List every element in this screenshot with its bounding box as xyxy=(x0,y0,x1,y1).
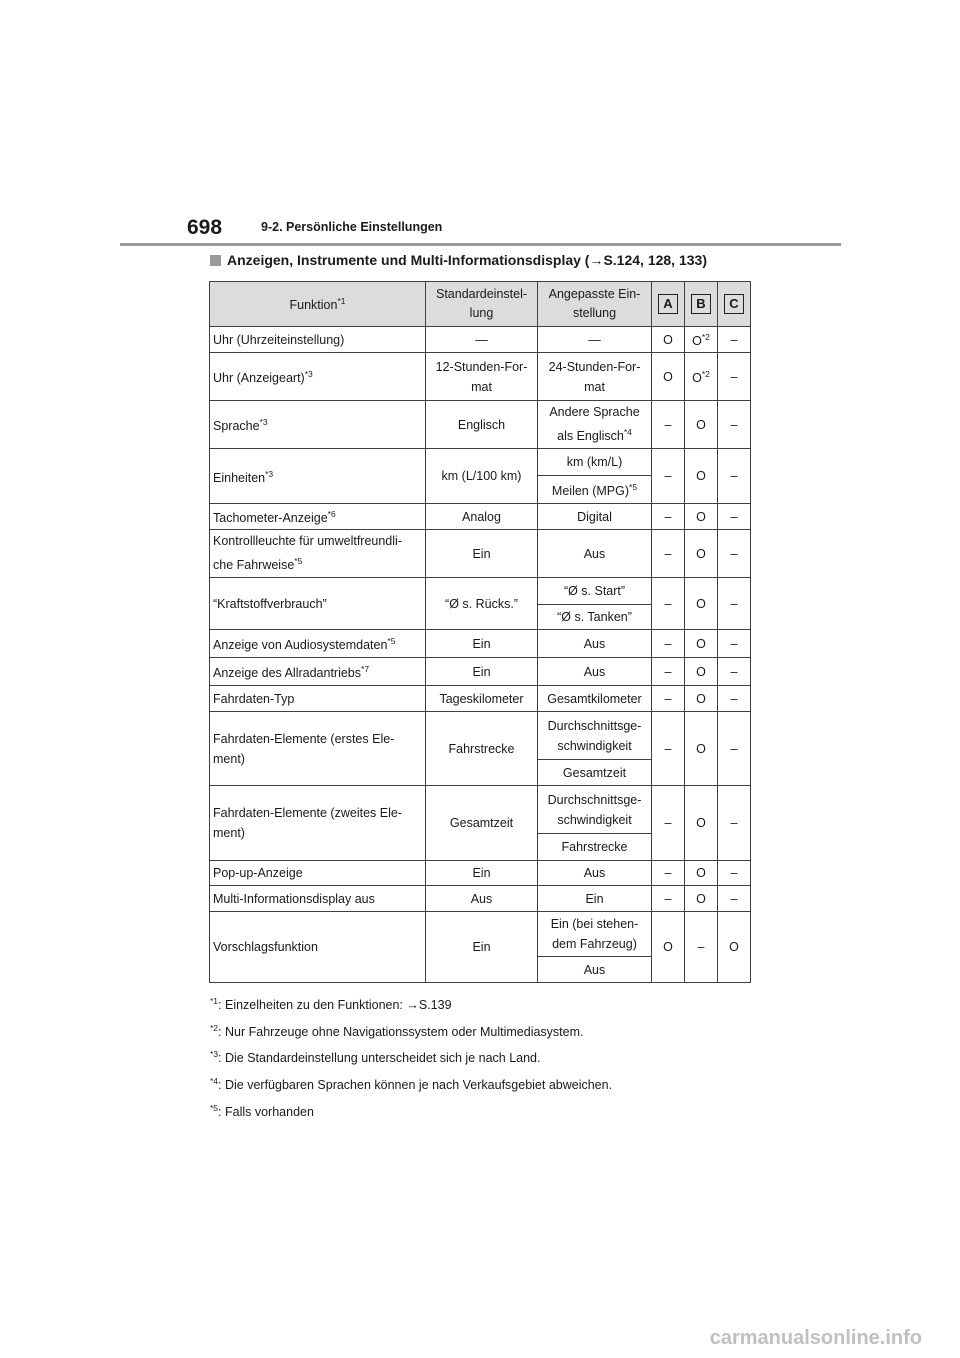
row-adjusted: Gesamtkilometer xyxy=(538,686,652,712)
header-divider xyxy=(120,243,841,246)
row-adjusted: Fahrstrecke xyxy=(538,834,652,861)
row-adjusted: Ein xyxy=(538,886,652,912)
row-c: – xyxy=(718,327,751,353)
footnote-5: $^{*5}$: Falls vorhanden xyxy=(210,1102,314,1119)
row-adjusted: “Ø s. Start” xyxy=(538,578,652,605)
row-label: Fahrdaten-Elemente (erstes Ele-ment) xyxy=(210,712,426,786)
row-label: “Kraftstoffverbrauch” xyxy=(210,578,426,630)
row-standard: Tageskilometer xyxy=(426,686,538,712)
row-label: Pop-up-Anzeige xyxy=(210,861,426,886)
row-label: Anzeige von Audiosystemdaten$^{*5}$ xyxy=(210,630,426,658)
row-adjusted: Durchschnittsge-schwindigkeit xyxy=(538,712,652,760)
watermark: carmanualsonline.info xyxy=(709,1327,922,1349)
row-standard: 12-Stunden-For-mat xyxy=(426,353,538,401)
letter-b-icon: B xyxy=(691,294,711,314)
header-funktion: Funktion$^{*1}$ xyxy=(210,282,426,327)
row-a: O xyxy=(652,327,685,353)
row-b: O xyxy=(685,530,718,578)
row-standard: “Ø s. Rücks.” xyxy=(426,578,538,630)
row-c: – xyxy=(718,686,751,712)
row-adjusted: Aus xyxy=(538,630,652,658)
row-standard: Ein xyxy=(426,530,538,578)
row-b: O xyxy=(685,401,718,449)
table-row xyxy=(210,353,751,401)
table-row xyxy=(210,861,751,886)
row-b: O xyxy=(685,861,718,886)
row-adjusted: Aus xyxy=(538,957,652,983)
row-c: – xyxy=(718,578,751,630)
row-a: O xyxy=(652,912,685,983)
row-label: Kontrollleuchte für umweltfreundli-che Fahrweise$^{*5}$ xyxy=(210,530,426,578)
row-a: – xyxy=(652,686,685,712)
header-c xyxy=(718,282,751,327)
row-a: – xyxy=(652,630,685,658)
header-angepasst: Angepasste Ein-stellung xyxy=(538,282,652,327)
table-row xyxy=(210,712,751,760)
row-c: – xyxy=(718,630,751,658)
row-adjusted: “Ø s. Tanken” xyxy=(538,605,652,630)
row-a: – xyxy=(652,886,685,912)
row-a: – xyxy=(652,401,685,449)
row-adjusted: Aus xyxy=(538,530,652,578)
row-a: O xyxy=(652,353,685,401)
row-adjusted: Digital xyxy=(538,504,652,530)
row-c: – xyxy=(718,712,751,786)
row-a: – xyxy=(652,861,685,886)
row-b: – xyxy=(685,912,718,983)
row-b: O xyxy=(685,686,718,712)
row-c: – xyxy=(718,353,751,401)
row-a: – xyxy=(652,530,685,578)
row-c: – xyxy=(718,449,751,504)
row-adjusted: Andere Sprache als Englisch$^{*4}$ xyxy=(538,401,652,449)
row-a: – xyxy=(652,504,685,530)
row-adjusted: 24-Stunden-For-mat xyxy=(538,353,652,401)
letter-c-icon: C xyxy=(724,294,744,314)
row-b: $O^{*2}$ xyxy=(685,327,718,353)
row-adjusted: Aus xyxy=(538,861,652,886)
row-adjusted: Durchschnittsge-schwindigkeit xyxy=(538,786,652,834)
table-row xyxy=(210,686,751,712)
table-row xyxy=(210,912,751,957)
row-b: O xyxy=(685,712,718,786)
table-row xyxy=(210,886,751,912)
row-b: O xyxy=(685,658,718,686)
row-standard: Englisch xyxy=(426,401,538,449)
row-label: Fahrdaten-Elemente (zweites Ele-ment) xyxy=(210,786,426,861)
row-a: – xyxy=(652,578,685,630)
row-adjusted: — xyxy=(538,327,652,353)
row-label: Anzeige des Allradantriebs$^{*7}$ xyxy=(210,658,426,686)
row-c: – xyxy=(718,786,751,861)
row-c: – xyxy=(718,658,751,686)
row-label: Einheiten$^{*3}$ xyxy=(210,449,426,504)
footnotes xyxy=(210,990,612,1123)
row-standard: Gesamtzeit xyxy=(426,786,538,861)
row-c: – xyxy=(718,530,751,578)
row-b: O xyxy=(685,578,718,630)
row-standard: Ein xyxy=(426,658,538,686)
row-label: Uhr (Anzeigeart)$^{*3}$ xyxy=(210,353,426,401)
table-row xyxy=(210,658,751,686)
row-a: – xyxy=(652,449,685,504)
page-number: 698 xyxy=(187,216,223,239)
row-standard: Analog xyxy=(426,504,538,530)
header-a xyxy=(652,282,685,327)
square-bullet-icon xyxy=(210,255,221,266)
letter-a-icon: A xyxy=(658,294,678,314)
table-row xyxy=(210,578,751,605)
row-standard: Aus xyxy=(426,886,538,912)
row-b: O xyxy=(685,886,718,912)
row-adjusted: Gesamtzeit xyxy=(538,760,652,786)
row-label: Sprache$^{*3}$ xyxy=(210,401,426,449)
section-heading xyxy=(210,252,707,268)
row-label: Vorschlagsfunktion xyxy=(210,912,426,983)
row-standard: Ein xyxy=(426,630,538,658)
footnote-4: $^{*4}$: Die verfügbaren Sprachen können je nach Verkaufsgebiet abweichen. xyxy=(210,1075,613,1093)
row-b: O xyxy=(685,449,718,504)
row-b: O xyxy=(685,630,718,658)
row-label: Uhr (Uhrzeiteinstellung) xyxy=(210,327,426,353)
row-b: O xyxy=(685,504,718,530)
table-row xyxy=(210,401,751,449)
footnote-1: $^{*1}$: Einzelheiten zu den Funktionen: →S.139 xyxy=(210,996,452,1013)
row-c: – xyxy=(718,861,751,886)
row-a: – xyxy=(652,658,685,686)
table-header-row xyxy=(210,282,751,327)
table-row xyxy=(210,630,751,658)
row-standard: Ein xyxy=(426,912,538,983)
header-standard: Standardeinstel-lung xyxy=(426,282,538,327)
row-label: Multi-Informationsdisplay aus xyxy=(210,886,426,912)
footnote-3: $^{*3}$: Die Standardeinstellung unterscheidet sich je nach Land. xyxy=(210,1049,541,1066)
row-a: – xyxy=(652,712,685,786)
table-row xyxy=(210,327,751,353)
row-b: O xyxy=(685,786,718,861)
row-c: – xyxy=(718,504,751,530)
row-c: – xyxy=(718,401,751,449)
table-row xyxy=(210,504,751,530)
table-row xyxy=(210,786,751,834)
row-standard: Ein xyxy=(426,861,538,886)
table-row xyxy=(210,449,751,476)
row-adjusted: km (km/L) xyxy=(538,449,652,476)
row-b: $O^{*2}$ xyxy=(685,353,718,401)
footnote-2: $^{*2}$: Nur Fahrzeuge ohne Navigationssystem oder Multimediasystem. xyxy=(210,1022,584,1039)
row-a: – xyxy=(652,786,685,861)
settings-table xyxy=(209,281,751,983)
row-label: Tachometer-Anzeige$^{*6}$ xyxy=(210,504,426,530)
row-standard: km (L/100 km) xyxy=(426,449,538,504)
section-heading-text: Anzeigen, Instrumente und Multi-Informationsdisplay (→S.124, 128, 133) xyxy=(227,252,707,268)
row-standard: — xyxy=(426,327,538,353)
chapter-title: 9-2. Persönliche Einstellungen xyxy=(261,220,443,234)
row-adjusted: Meilen (MPG)$^{*5}$ xyxy=(538,476,652,504)
row-adjusted: Aus xyxy=(538,658,652,686)
table-row xyxy=(210,530,751,578)
row-standard: Fahrstrecke xyxy=(426,712,538,786)
row-c: – xyxy=(718,886,751,912)
row-label: Fahrdaten-Typ xyxy=(210,686,426,712)
header-b xyxy=(685,282,718,327)
row-c: O xyxy=(718,912,751,983)
row-adjusted: Ein (bei stehen-dem Fahrzeug) xyxy=(538,912,652,957)
